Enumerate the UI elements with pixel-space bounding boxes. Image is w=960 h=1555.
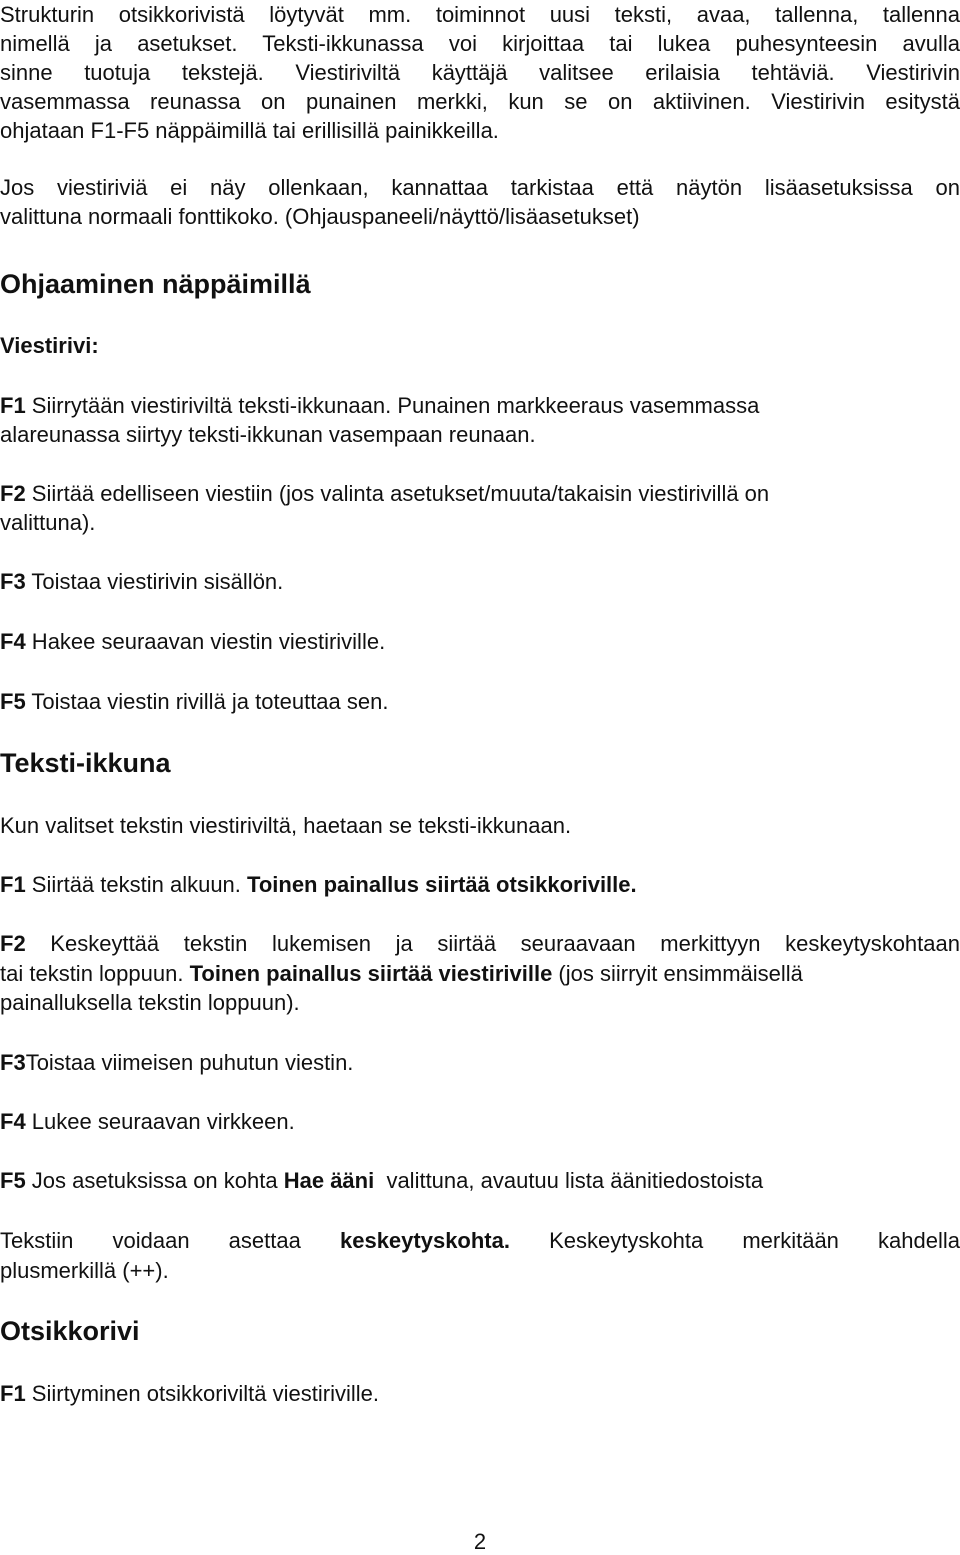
subheading-message-row: Viestirivi: bbox=[0, 333, 99, 358]
break-point-line-2: plusmerkillä (++). bbox=[0, 1258, 169, 1283]
text-window-f4 bbox=[0, 1107, 960, 1136]
text-window-intro: Kun valitset tekstin viestiriviltä, haetaan se teksti-ikkunaan. bbox=[0, 813, 572, 838]
key-description: Siirtyminen otsikkoriviltä viestiriville. bbox=[25, 1381, 379, 1406]
key-label: F1 bbox=[0, 1381, 26, 1406]
intro-line-1: Strukturin otsikkorivistä löytyvät mm. toiminnot uusi teksti, avaa, tallenna, tallenna bbox=[0, 2, 960, 27]
intro-line-3: sinne tuotuja tekstejä. Viestiriviltä käyttäjä valitsee erilaisia tehtäviä. Viestirivin bbox=[0, 60, 960, 85]
keys-f2-line-2: valittuna). bbox=[0, 510, 96, 535]
key-description: Toistaa viestirivin sisällön. bbox=[25, 569, 284, 594]
key-description: tai tekstin loppuun. bbox=[0, 961, 190, 986]
key-description-bold: Toinen painallus siirtää otsikkoriville. bbox=[247, 872, 637, 897]
key-description: Keskeyttää tekstin lukemisen ja siirtää seuraavaan merkittyyn keskeytyskohtaan bbox=[25, 931, 960, 956]
keys-f2-line-1 bbox=[0, 479, 960, 508]
text-window-f5 bbox=[0, 1166, 960, 1195]
keys-f5 bbox=[0, 687, 960, 716]
page-number: 2 bbox=[473, 1529, 487, 1554]
key-description: Hakee seuraavan viestin viestiriville. bbox=[25, 629, 386, 654]
key-description: (jos siirryit ensimmäisellä bbox=[552, 961, 803, 986]
break-point-bold: keskeytyskohta. bbox=[339, 1228, 510, 1253]
key-label: F5 bbox=[0, 689, 26, 714]
key-label: F2 bbox=[0, 931, 26, 956]
key-label: F4 bbox=[0, 1109, 26, 1134]
keys-f4 bbox=[0, 627, 960, 656]
break-point-line-1 bbox=[0, 1226, 960, 1255]
key-description: Siirrytään viestiriviltä teksti-ikkunaan. Punainen markkeeraus vasemmassa bbox=[25, 393, 760, 418]
text-window-f2-line-3: painalluksella tekstin loppuun). bbox=[0, 990, 300, 1015]
key-description: Siirtää edelliseen viestiin (jos valinta asetukset/muuta/takaisin viestirivillä on bbox=[25, 481, 770, 506]
break-point-text: Keskeytyskohta merkitään kahdella bbox=[509, 1228, 960, 1253]
text-window-f1 bbox=[0, 870, 960, 899]
heading-text-window: Teksti-ikkuna bbox=[0, 748, 171, 778]
key-description-bold: Hae ääni bbox=[283, 1168, 375, 1193]
intro-line-4: vasemmassa reunassa on punainen merkki, kun se on aktiivinen. Viestirivin esitystä bbox=[0, 89, 960, 114]
key-label: F3 bbox=[0, 1050, 26, 1075]
intro-line-2: nimellä ja asetukset. Teksti-ikkunassa voi kirjoittaa tai lukea puhesynteesin avulla bbox=[0, 31, 960, 56]
key-description: valittuna, avautuu lista äänitiedostoista bbox=[374, 1168, 764, 1193]
keys-f3 bbox=[0, 567, 960, 596]
text-window-f2-line-1 bbox=[0, 929, 960, 958]
key-label: F1 bbox=[0, 393, 26, 418]
heading-header-row: Otsikkorivi bbox=[0, 1316, 140, 1346]
key-description: Toistaa viestin rivillä ja toteuttaa sen. bbox=[25, 689, 389, 714]
intro-line-5: ohjataan F1-F5 näppäimillä tai erillisillä painikkeilla. bbox=[0, 118, 499, 143]
note-line-2: valittuna normaali fonttikoko. (Ohjauspaneeli/näyttö/lisäasetukset) bbox=[0, 204, 640, 229]
key-description: Siirtää tekstin alkuun. bbox=[25, 872, 248, 897]
keys-f1-line-1 bbox=[0, 391, 960, 420]
key-label: F3 bbox=[0, 569, 26, 594]
note-line-1: Jos viestiriviä ei näy ollenkaan, kannattaa tarkistaa että näytön lisäasetuksissa on bbox=[0, 175, 960, 200]
key-description: Toistaa viimeisen puhutun viestin. bbox=[25, 1050, 354, 1075]
key-label: F5 bbox=[0, 1168, 26, 1193]
key-description: Lukee seuraavan virkkeen. bbox=[25, 1109, 295, 1134]
header-row-f1 bbox=[0, 1379, 960, 1408]
key-description-bold: Toinen painallus siirtää viestiriville bbox=[189, 961, 553, 986]
key-description: Jos asetuksissa on kohta bbox=[25, 1168, 284, 1193]
keys-f1-line-2: alareunassa siirtyy teksti-ikkunan vasempaan reunaan. bbox=[0, 422, 536, 447]
key-label: F1 bbox=[0, 872, 26, 897]
key-label: F2 bbox=[0, 481, 26, 506]
key-label: F4 bbox=[0, 629, 26, 654]
text-window-f2-line-2 bbox=[0, 959, 960, 988]
break-point-text: Tekstiin voidaan asettaa bbox=[0, 1228, 340, 1253]
text-window-f3 bbox=[0, 1048, 960, 1077]
heading-keys: Ohjaaminen näppäimillä bbox=[0, 269, 311, 299]
